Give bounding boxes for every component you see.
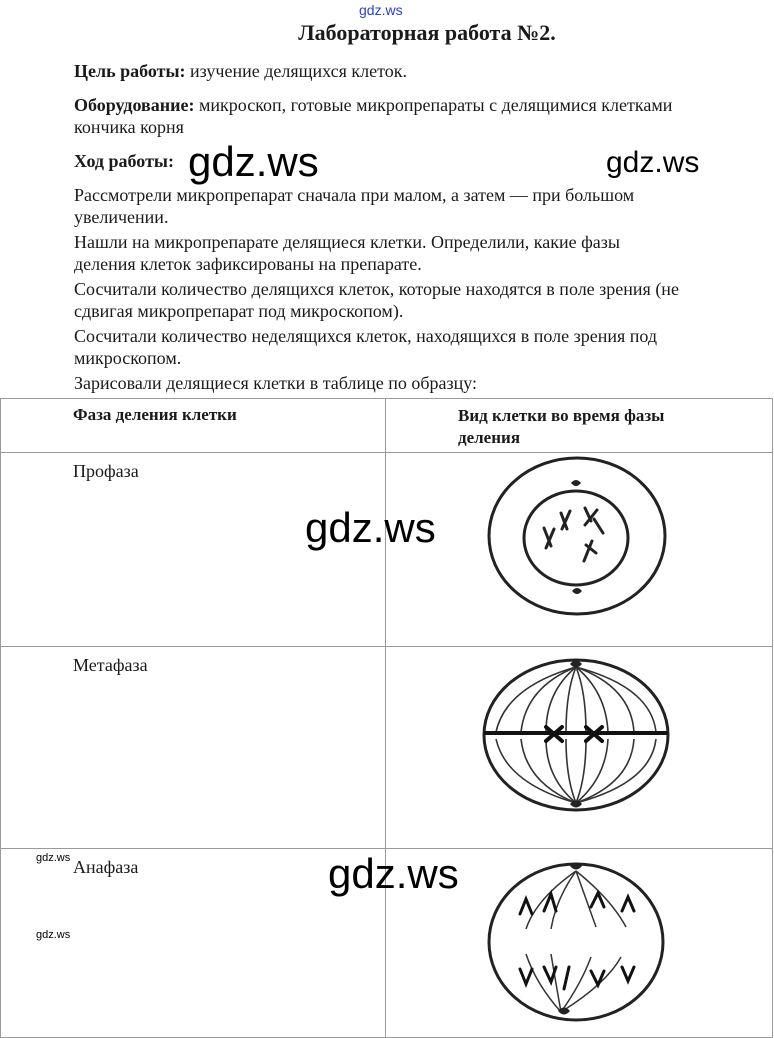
equipment-line-2: кончика корня [74,117,184,137]
phase-label-metaphase: Метафаза [1,647,386,849]
paragraph-line: увеличении. [74,207,169,227]
equipment-text-1: микроскоп, готовые микропрепараты с делящимися клетками [194,95,673,115]
procedure-label: Ход работы: [74,151,174,171]
paragraph-line: микроскопом. [74,348,182,368]
table-header-view [386,399,773,453]
paragraph-line: Сосчитали количество делящихся клеток, которые находятся в поле зрения (не [74,279,679,299]
watermark-top: gdz.ws [359,2,403,18]
watermark-text: gdz.ws [305,504,436,551]
phase-label-prophase: Профаза [1,453,386,647]
watermark-text: gdz.ws [36,929,71,941]
goal-text: изучение делящихся клеток. [185,61,407,81]
cell-drawing-prophase [386,453,773,647]
cell-drawing-metaphase [386,647,773,849]
table-header-view-line2: деления [458,428,521,447]
paragraph-line: деления клеток зафиксированы на препарате. [74,254,422,274]
table-row-metaphase [1,647,773,849]
goal-label: Цель работы: [74,61,186,81]
watermark-text: gdz.ws [188,138,319,185]
goal-line [74,60,407,82]
phase-label-anaphase: Анафаза [1,849,386,1038]
equipment-line [74,94,672,116]
paragraph-line: Рассмотрели микропрепарат сначала при малом, а затем — при большом [74,185,635,205]
paragraph-line: сдвигая микропрепарат под микроскопом). [74,301,404,321]
table-header-row [1,399,773,453]
prophase-drawing [386,453,772,646]
watermark-text: gdz.ws [36,852,71,864]
paragraph-line: Зарисовали делящиеся клетки в таблице по образцу: [74,373,478,393]
table-header-phase: Фаза деления клетки [1,399,386,453]
page-title: Лабораторная работа №2. [298,20,556,45]
watermark-text: gdz.ws [606,146,700,179]
phases-table [0,398,773,1038]
table-header-view-line1: Вид клетки во время фазы [458,406,665,425]
paragraph-line: Сосчитали количество неделящихся клеток, находящихся в поле зрения под [74,326,658,346]
metaphase-drawing [386,647,772,848]
watermark-text: gdz.ws [328,850,459,897]
equipment-label: Оборудование: [74,95,195,115]
paragraph-line: Нашли на микропрепарате делящиеся клетки. Определили, какие фазы [74,232,620,252]
